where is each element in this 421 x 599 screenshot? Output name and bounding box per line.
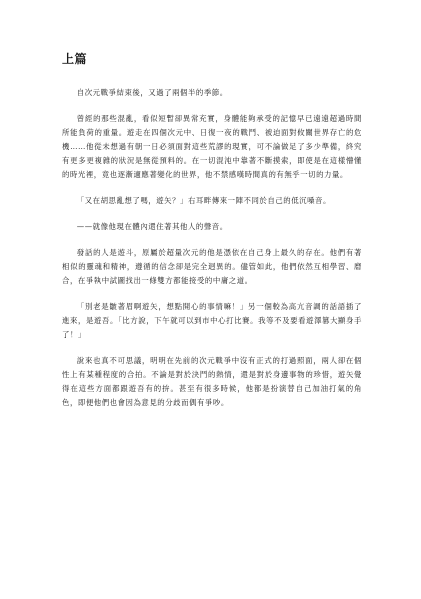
paragraph: 「又在胡思亂想了嗎，遊矢？」右耳畔傳來一陣不同於自己的低沉嗓音。: [76, 196, 331, 205]
paragraph: 說來也真不可思議，明明在先前的次元戰爭中沒有正式的打過照面，兩人卻在個性上有某種程度的合拍。不論是對於決鬥的熱情，還是對於身邊事物的珍惜，遊矢覺得在這些方面都跟遊吾有的拚。甚至有很多時候，他都是扮演替自己加油打氣的角色，即便他們也會因為意見的分歧而偶有爭吵。: [62, 356, 362, 407]
body-text: [62, 86, 362, 422]
paragraph: 「別老是皺著眉啊遊矢，想點開心的事情嘛！」另一個較為高亢音調的話語插了進來，是遊吾。「比方說，下午就可以到市中心打比賽。我等不及要看遊澤篡大顯身手了！」: [62, 302, 362, 339]
paragraph: 發話的人是遊斗，原屬於超量次元的他是憑依在自己身上最久的存在。他們有著相似的靈魂和精神，遵循的信念卻是完全迥異的。儘管如此，他們依然互相學習、磨合，在爭執中試圖找出一條雙方都能接受的中庸之道。: [62, 248, 362, 285]
paragraph: 自次元戰爭結束後，又過了兩個半的季節。: [76, 88, 228, 97]
chapter-heading: 上篇: [62, 52, 88, 66]
paragraph: ——就像他現在體內還住著其他人的聲音。: [76, 222, 228, 231]
paragraph: 曾經的那些混亂，看似短暫卻異常充實，身體能夠承受的記憶早已遠遠超過時間所能負荷的重量。遊走在四個次元中、日復一夜的戰鬥、被迫面對攸關世界存亡的危機……他從未想過有朝一日必須面對這些荒謬的現實，可不論做足了多少準備，終究有更多更複雜的狀況是無從預料的。在一切混沌中靠著不斷摸索，即使是在這樣懵懂的時光裡，竟也逐漸適應著變化的世界，他不禁感嘆時間真的有無乎一切的力量。: [62, 114, 362, 179]
